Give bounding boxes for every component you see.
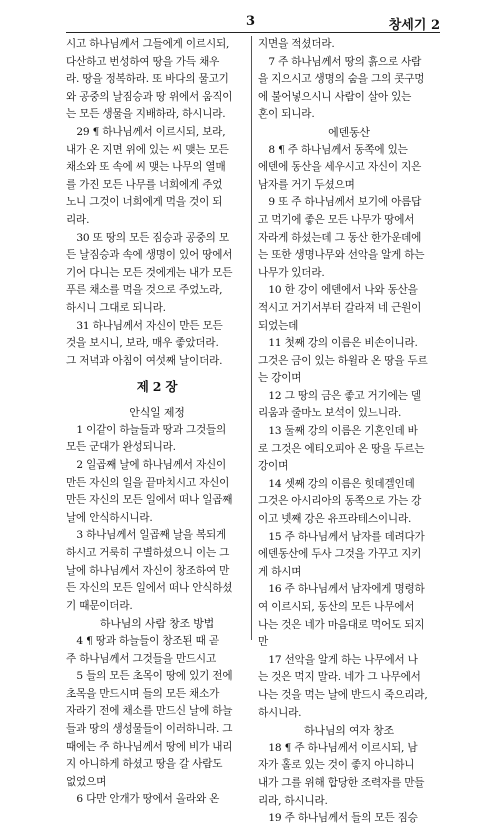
text-line: 노니 그것이 너희에게 먹을 것이 되: [66, 196, 223, 209]
text-line: 여 이르시되, 동산의 모든 나무에서: [258, 601, 415, 613]
text-line: 지 아니하게 하셨고 땅을 갈 사람도: [66, 758, 223, 771]
text-line: 게 하시며: [258, 565, 302, 578]
text-line: 때에는 주 하나님께서 땅에 비가 내리: [66, 740, 233, 753]
text-line: 그것은 금이 있는 하윌라 온 땅을 두르: [258, 354, 428, 367]
text-line: 8 ¶ 주 하나님께서 동쪽에 있는: [258, 143, 408, 156]
text-line: 초목을 만드시며 들의 모든 채소가: [66, 687, 220, 700]
text-line: 30 또 땅의 모든 짐승과 공중의 모: [66, 231, 229, 244]
text-line: 하시니 그대로 되니라.: [66, 301, 166, 314]
text-line: 내가 그를 위해 합당한 조력자를 만들: [258, 776, 425, 789]
text-line: 로 그것은 에티오피아 온 땅을 두르는: [258, 442, 425, 455]
text-line: 모든 군대가 완성되니라.: [66, 441, 176, 454]
text-line: 들과 땅의 생성물들이 이러하니라. 그: [66, 722, 233, 735]
text-line: 나무가 있더라.: [258, 266, 325, 279]
text-line: 푸른 채소를 먹을 것으로 주었노라,: [66, 284, 223, 297]
text-line: 에덴에 동산을 세우시고 자신이 지은: [258, 161, 422, 174]
text-line: 다산하고 번성하여 땅을 가득 채우: [66, 55, 220, 68]
text-line: 31 하나님께서 자신이 만든 모든: [66, 319, 223, 332]
left-text-column: [66, 36, 248, 809]
text-line: 는 모든 생물을 지배하라, 하시니라.: [66, 108, 226, 121]
text-line: 11 첫째 강의 이름은 비손이니라.: [258, 337, 418, 350]
text-line: 1 이같이 하늘들과 땅과 그것들의: [66, 423, 227, 436]
text-line: 나는 것을 먹는 날에 반드시 죽으리라,: [258, 688, 428, 701]
text-line: 기어 다니는 모든 것에게는 내가 모든: [66, 266, 233, 279]
column-divider: [251, 36, 252, 640]
section-heading: 하나님의 사람 창조 방법: [99, 617, 215, 631]
text-line: 9 또 주 하나님께서 보기에 아름답: [258, 196, 422, 209]
text-line: 14 셋째 강의 이름은 힛데겔인데: [258, 477, 415, 490]
text-line: 18 ¶ 주 하나님께서 이르시되, 남: [258, 741, 418, 754]
text-line: 10 한 강이 에덴에서 나와 동산을: [258, 284, 418, 297]
text-line: 자라게 하셨는데 그 동산 한가운데에: [258, 231, 422, 244]
text-line: 라. 땅을 정복하라. 또 바다의 물고기: [66, 73, 229, 86]
text-line: 고 먹기에 좋은 모든 나무가 땅에서: [258, 213, 415, 226]
text-line: 리라.: [66, 213, 90, 226]
text-line: 적시고 거기서부터 갈라져 네 근원이: [258, 301, 422, 314]
text-line: 만든 자신의 모든 일에서 떠나 일곱째: [66, 494, 233, 507]
chapter-heading: 제 2 장: [136, 379, 178, 395]
text-line: 4 ¶ 땅과 하늘들이 창조된 때 곧: [66, 635, 219, 647]
text-line: 는 강이며: [258, 372, 302, 385]
text-line: 되었는데: [258, 319, 299, 332]
page-header: [66, 14, 440, 32]
right-text-column: [258, 36, 440, 828]
text-line: 12 그 땅의 금은 좋고 거기에는 델: [258, 389, 421, 402]
text-line: 남자를 거기 두셨으며: [258, 178, 355, 191]
text-line: 날에 안식하시니라.: [66, 511, 153, 524]
text-line: 에덴동산에 두사 그것을 가꾸고 지키: [258, 548, 422, 561]
text-line: 17 선악을 알게 하는 나무에서 나: [258, 653, 418, 666]
text-line: 19 주 하나님께서 들의 모든 짐승: [258, 812, 418, 825]
text-line: 만든 자신의 일을 끝마치시고 자신이: [66, 476, 230, 489]
text-line: 3 하나님께서 일곱째 날을 복되게: [66, 529, 227, 542]
text-line: 하시고 거룩히 구별하셨으니 이는 그: [66, 547, 230, 560]
text-line: 7 주 하나님께서 땅의 흙으로 사람: [258, 55, 422, 68]
text-line: 자가 홀로 있는 것이 좋지 아니하니: [258, 759, 415, 772]
text-line: 는 또한 생명나무와 선악을 알게 하는: [258, 249, 425, 262]
text-line: 6 다만 안개가 땅에서 올라와 온: [66, 793, 220, 806]
section-heading: 하나님의 여자 창조: [303, 724, 394, 738]
text-line: 이고 넷째 강은 유프라테스이니라.: [258, 513, 412, 526]
text-line: 든 자신의 모든 일에서 떠나 안식하셨: [66, 582, 233, 595]
text-line: 에 불어넣으시니 사람이 살아 있는: [258, 90, 412, 103]
text-line: 시고 하나님께서 그들에게 이르시되,: [66, 38, 230, 50]
text-line: 2 일곱째 날에 하나님께서 자신이: [66, 459, 227, 472]
section-heading: 에덴동산: [328, 125, 370, 139]
text-line: 날에 하나님께서 자신이 창조하여 만: [66, 564, 230, 577]
text-line: 지면을 적셨더라.: [258, 38, 335, 50]
page-number: 3: [246, 14, 256, 29]
text-line: 29 ¶ 하나님께서 이르시되, 보라,: [66, 125, 226, 138]
text-line: 를 가진 모든 나무를 너희에게 주었: [66, 178, 223, 191]
text-line: 하시니라.: [258, 706, 302, 719]
header-rule: [66, 32, 440, 33]
text-line: 리움과 줄마노 보석이 있느니라.: [258, 407, 402, 420]
text-line: 만: [258, 636, 269, 649]
text-line: 강이며: [258, 460, 289, 473]
section-heading: 안식일 제정: [129, 406, 185, 420]
text-line: 와 공중의 날짐승과 땅 위에서 움직이: [66, 90, 233, 103]
running-title: 창세기 2: [388, 18, 440, 33]
text-line: 자라기 전에 채소를 만드신 날에 하늘: [66, 705, 233, 718]
text-line: 16 주 하나님께서 남자에게 명령하: [258, 583, 425, 596]
text-line: 리라, 하시니라.: [258, 794, 328, 807]
text-line: 는 것은 먹지 말라. 네가 그 나무에서: [258, 671, 421, 684]
text-line: 혼이 되니라.: [258, 108, 315, 121]
text-line: 13 둘째 강의 이름은 기혼인데 바: [258, 425, 418, 438]
text-line: 없었으며: [66, 775, 107, 788]
text-line: 그것은 아시리아의 동쪽으로 가는 강: [258, 495, 422, 508]
text-line: 15 주 하나님께서 남자를 데려다가: [258, 530, 425, 543]
text-line: 채소와 또 속에 씨 맺는 나무의 열매: [66, 161, 226, 174]
text-line: 을 지으시고 생명의 숨을 그의 콧구멍: [258, 73, 425, 86]
text-line: 것을 보시니, 보라, 매우 좋았더라.: [66, 337, 219, 350]
text-line: 그 저녁과 아침이 여섯째 날이더라.: [66, 354, 223, 367]
text-line: 나는 것은 네가 마음대로 먹어도 되지: [258, 618, 425, 631]
text-line: 내가 온 지면 위에 있는 씨 맺는 모든: [66, 143, 229, 156]
text-line: 든 날짐승과 속에 생명이 있어 땅에서: [66, 249, 233, 262]
text-line: 기 때문이더라.: [66, 599, 133, 612]
text-line: 5 들의 모든 초목이 땅에 있기 전에: [66, 670, 233, 683]
text-line: 주 하나님께서 그것들을 만드시고: [66, 652, 216, 665]
